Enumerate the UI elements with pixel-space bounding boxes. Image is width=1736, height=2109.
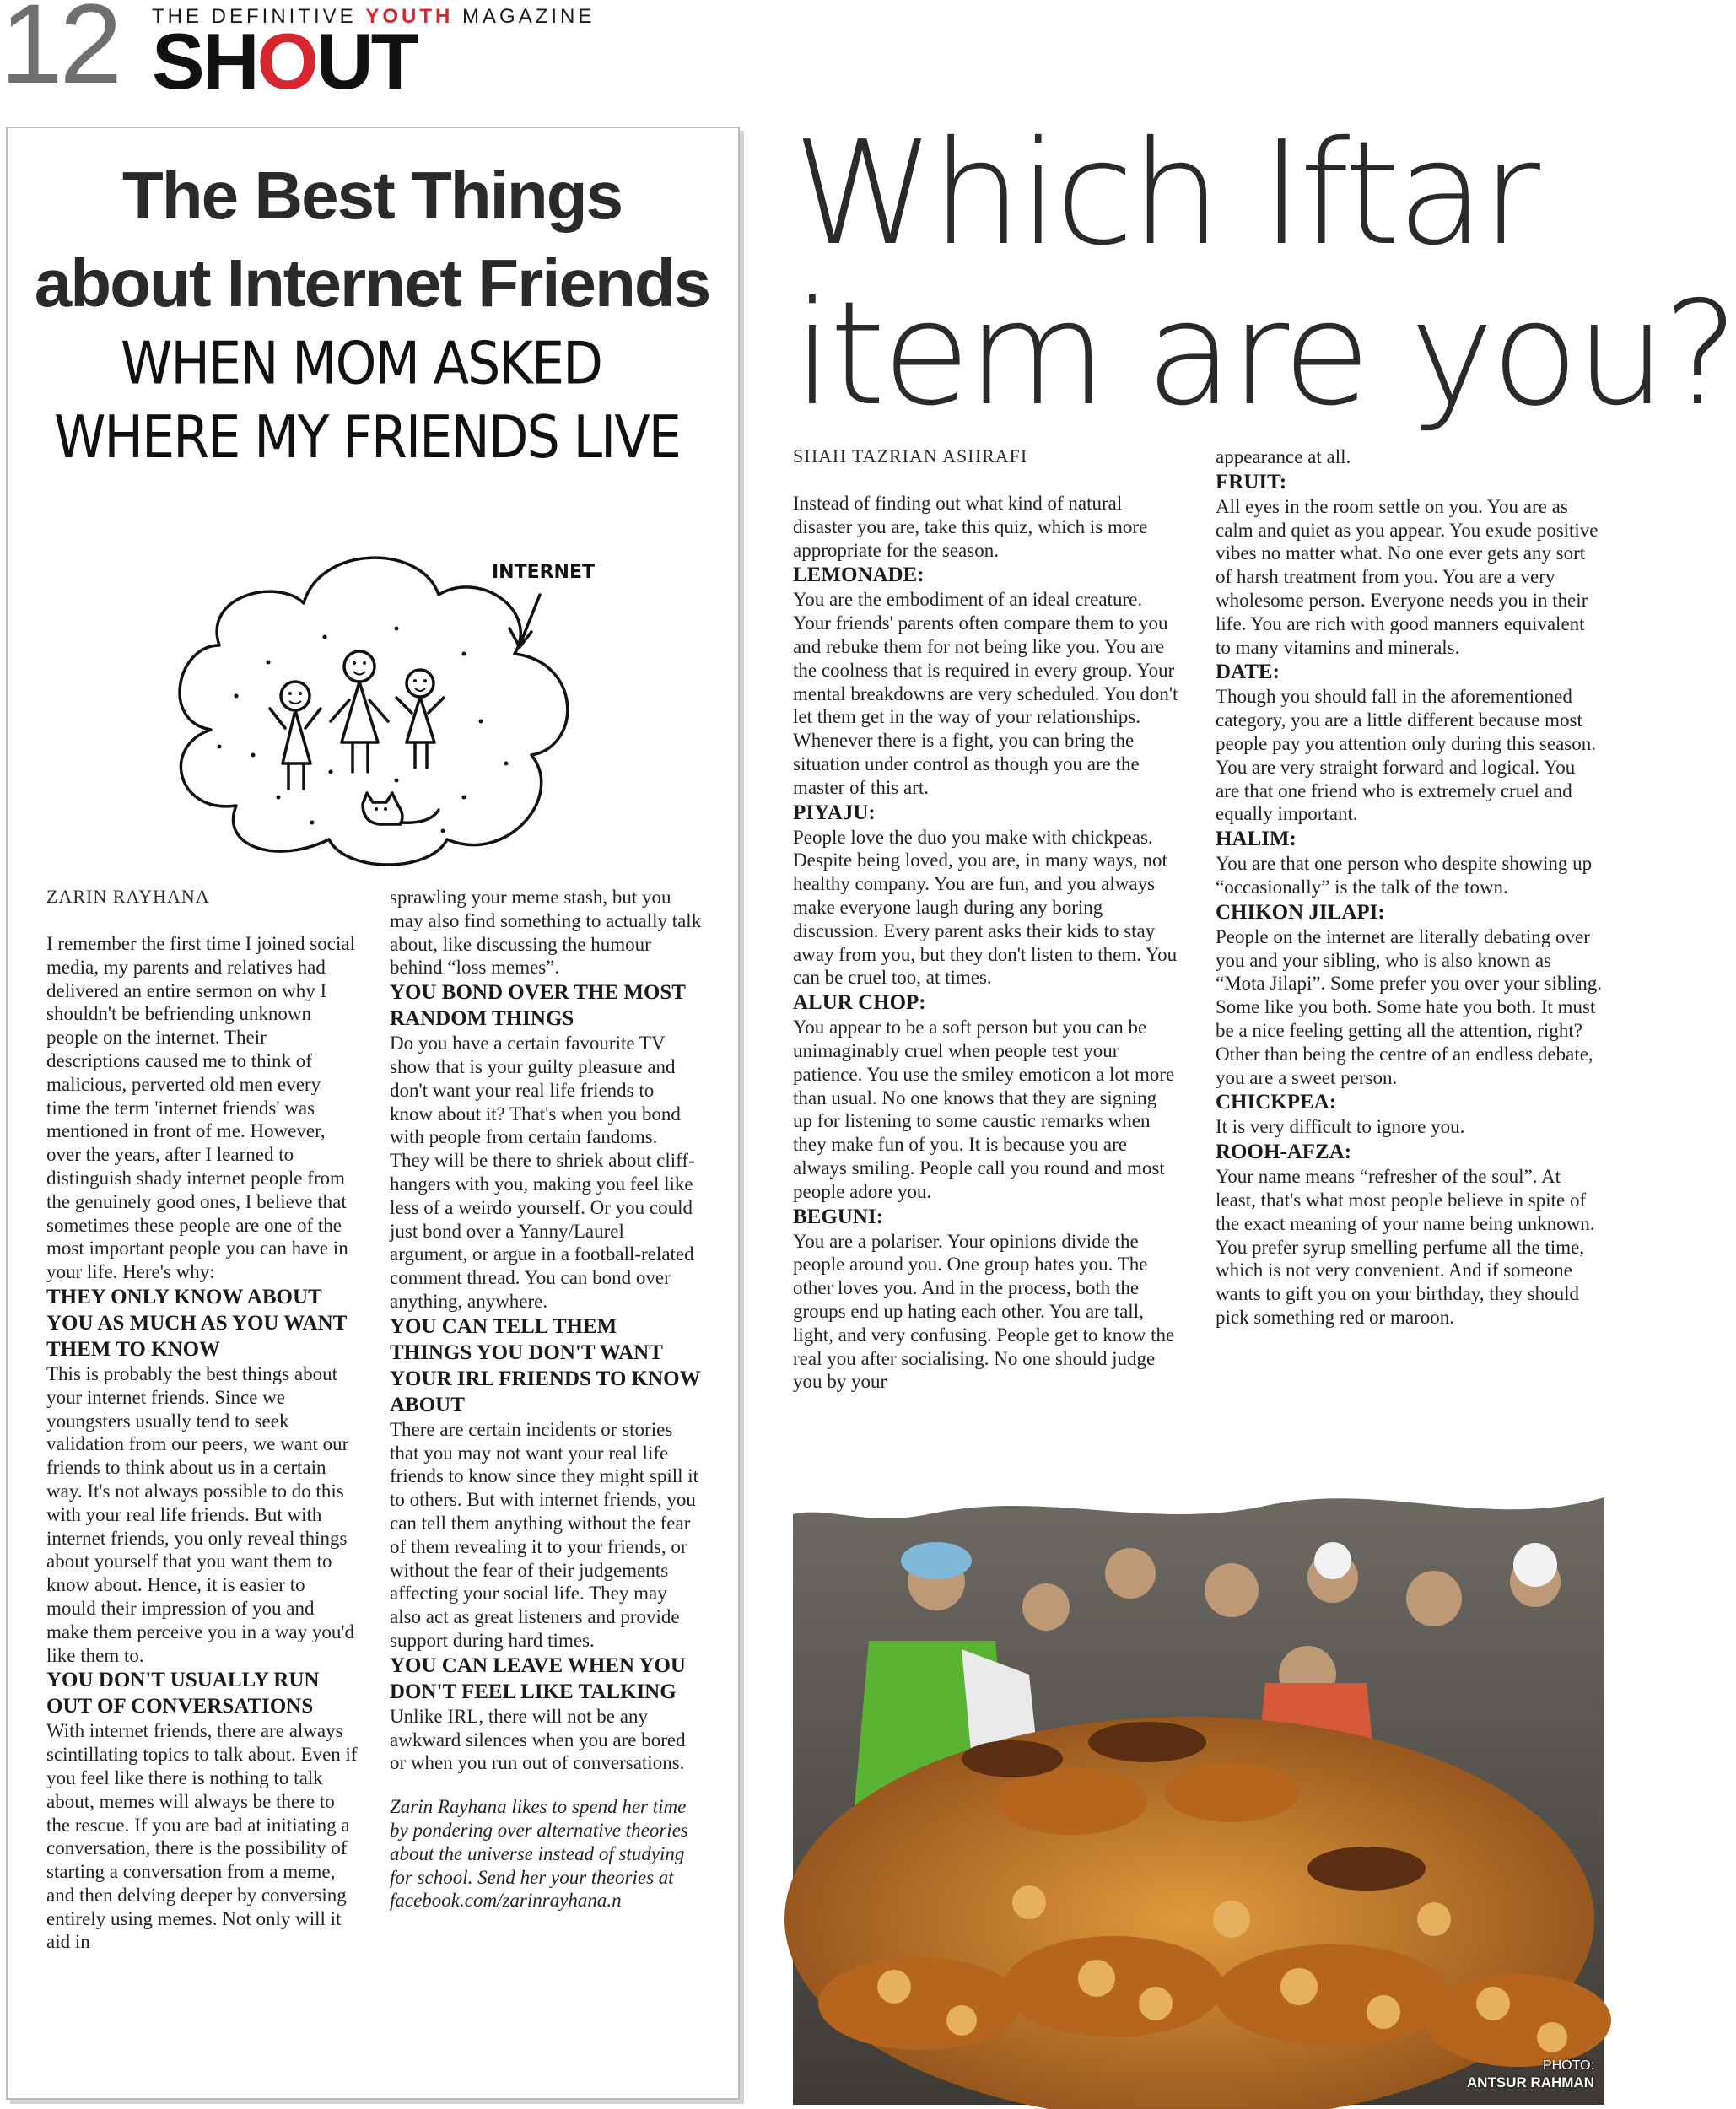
photo-credit (1467, 2058, 1594, 2091)
body-paragraph: You are a polariser. Your opinions divide the people around you. One group hates you. The other loves you. And in the process, both the groups end up hating each other. You are tall, light, and very confusing. People get to know the real you after socialising. No one should judge you by your (793, 1230, 1175, 1393)
right-article-byline: SHAH TAZRIAN ASHRAFI (793, 445, 1028, 467)
left-article-column-1 (46, 932, 359, 1954)
body-paragraph: With internet friends, there are always scintillating topics to talk about. Even if you feel like there is nothing to talk about, memes will always be there to the rescue. If you are bad at initiating a conversation, there is the possibility of starting a conversation from a meme, and then delving deeper by conversing entirely using memes. Not only will it aid in (46, 1720, 358, 1953)
right-article-column-1 (793, 492, 1179, 1394)
cat-doodle (363, 793, 439, 824)
section-heading: YOU BOND OVER THE MOST RANDOM THINGS (390, 981, 686, 1031)
stick-friend-right (396, 670, 444, 768)
cartoon-caption-line-2: WHERE MY FRIENDS LIVE (54, 402, 680, 472)
section-heading: CHIKON JILAPI: (1216, 900, 1385, 924)
photo-credit-name: ANTSUR RAHMAN (1466, 2074, 1594, 2090)
body-paragraph: Though you should fall in the aforementioned category, you are a little different because most people pay you attention only during this season. You are very straight forward and logical. You are that one friend who is extremely cruel and equally important. (1216, 686, 1596, 825)
section-heading: CHICKPEA: (1216, 1091, 1337, 1114)
section-heading: HALIM: (1216, 828, 1297, 851)
right-article-title (793, 111, 1736, 438)
section-heading: FRUIT: (1216, 470, 1287, 494)
author-bio: Zarin Rayhana likes to spend her time by pondering over alternative theories about the universe instead of studying for school. Send her your theories at facebook.com/zarinrayhana.n (390, 1796, 688, 1912)
body-paragraph: Your name means “refresher of the soul”. At least, that's what most people believe in spite of the exact meaning of your name being unknown. You prefer syrup smelling perfume all the time, which is not very convenient. And if someone wants to gift you on your birthday, they should pick something red or maroon. (1216, 1166, 1595, 1328)
brand-logo-b: UT (315, 17, 418, 105)
stick-friend-middle (331, 651, 388, 772)
page-number: 12 (0, 0, 120, 107)
section-heading: YOU DON'T USUALLY RUN OUT OF CONVERSATIONS (46, 1669, 320, 1718)
right-article-column-2 (1216, 445, 1604, 1330)
thought-cloud (180, 558, 568, 865)
left-article-byline: ZARIN RAYHANA (46, 886, 210, 907)
left-title-line-2: about Internet Friends (34, 245, 710, 321)
left-title-line-1: The Best Things (121, 158, 623, 233)
spacer (390, 1775, 702, 1795)
body-paragraph: There are certain incidents or stories that you may not want your real life friends to know since they might spill it to others. But with internet friends, you can tell them anything without the fear of them revealing it to your friends, or without the fear of their judgements affecting your social life. They may also act as great listeners and provide support during hard times. (390, 1418, 699, 1651)
right-title-line-1: Which Iftar (793, 111, 1538, 278)
body-paragraph: Do you have a certain favourite TV show that is your guilty pleasure and don't want your real life friends to know about it? That's when you bond with people from certain fandoms. They will be there to shriek about cliff-hangers with you, making you feel like less of a weirdo yourself. Or you could just bond over a Yanny/Laurel argument, or argue in a football-related comment thread. You can bond over anything, anywhere. (390, 1033, 695, 1312)
section-heading: YOU CAN TELL THEM THINGS YOU DON'T WANT YOUR IRL FRIENDS TO KNOW ABOUT (390, 1314, 701, 1416)
body-paragraph: This is probably the best things about your internet friends. Since we youngsters usually tend to seek validation from our peers, we want our friends to think about us in a certain way. It's not always possible to do this with your real life friends. But with internet friends, you only reveal things about yourself that you want them to know about. Hence, it is easier to mould their impression of you and make them perceive you in a way you'd like them to. (46, 1362, 354, 1666)
body-paragraph: You are the embodiment of an ideal creature. Your friends' parents often compare them to you and rebuke them for not being like you. You are the coolness that is required in every group. Your mental breakdowns are very scheduled. You don't let them get in the way of your relationships. Whenever there is a fight, you can bring the situation under control as though you are the master of this art. (793, 589, 1178, 798)
section-heading: YOU CAN LEAVE WHEN YOU DON'T FEEL LIKE TALKING (390, 1653, 686, 1703)
body-paragraph: Instead of finding out what kind of natural disaster you are, take this quiz, which is more appropriate for the season. (793, 493, 1148, 561)
brand-logo (152, 17, 418, 105)
body-paragraph: I remember the first time I joined social media, my parents and relatives had delivered an entire sermon on why I shouldn't be befriending unknown people on the internet. Their descriptions caused me to think of malicious, perverted old men every time the term 'internet friends' was mentioned in front of me. However, over the years, after I learned to distinguish shady internet people from the genuinely good ones, I believe that sometimes these people are one of the most important people you can have in your life. Here's why: (46, 933, 355, 1283)
iftar-photo-illustration (793, 1481, 1604, 2105)
body-paragraph: All eyes in the room settle on you. You are as calm and quiet as you appear. You exude positive vibes no matter what. No one ever gets any sort of harsh treatment from you. You are a very wholesome person. Everyone needs you in their life. You are rich with good manners equivalent to many vitamins and minerals. (1216, 495, 1599, 658)
tagline-highlight: YOUTH (365, 5, 454, 28)
photo-credit-label: PHOTO: (1542, 2058, 1594, 2073)
arrow-shaft (520, 595, 540, 645)
brand-logo-o: O (256, 17, 316, 105)
right-title-line-2: item are you? (793, 271, 1736, 438)
section-heading: THEY ONLY KNOW ABOUT YOU AS MUCH AS YOU WANT THEM TO KNOW (46, 1285, 347, 1361)
section-heading: PIYAJU: (793, 801, 876, 824)
body-paragraph: You appear to be a soft person but you can be unimaginably cruel when people test your patience. You use the smiley emoticon a lot more than usual. No one knows that they are signing up for listening to some caustic remarks when they make fun of you. It is because you are always smiling. People call you round and most people adore you. (793, 1017, 1175, 1202)
iftar-market-photo (793, 1481, 1604, 2105)
body-paragraph: Unlike IRL, there will not be any awkward silences when you are bored or when you run out of conversations. (390, 1705, 686, 1774)
body-paragraph: You are that one person who despite showing up “occasionally” is the talk of the town. (1216, 853, 1593, 898)
body-paragraph: appearance at all. (1216, 446, 1351, 467)
tagline-post: MAGAZINE (462, 5, 596, 28)
cartoon-caption-line-1: WHEN MOM ASKED (121, 329, 601, 398)
brand-logo-a: SH (152, 17, 257, 105)
body-paragraph: sprawling your meme stash, but you may also find something to actually talk about, like discussing the humour behind “loss memes”. (390, 887, 702, 979)
left-article-column-2 (390, 886, 702, 1912)
tagline-pre: THE DEFINITIVE (152, 5, 357, 28)
body-paragraph: People on the internet are literally debating over you and your sibling, who is also known as “Mota Jilapi”. Some prefer you over your sibling. Some like you both. Some hate you both. It must be a nice feeling getting all the attention, right? Other than being the centre of an endless debate, you are a sweet person. (1216, 925, 1602, 1088)
internet-friends-cartoon (54, 325, 680, 865)
body-paragraph: It is very difficult to ignore you. (1216, 1116, 1465, 1138)
section-heading: LEMONADE: (793, 564, 925, 587)
cartoon-internet-label: INTERNET (491, 562, 596, 583)
stick-friend-left (270, 682, 321, 789)
section-heading: DATE: (1216, 661, 1280, 684)
body-paragraph: People love the duo you make with chickpeas. Despite being loved, you are, in many ways, not healthy company. You are fun, and you always make everyone laugh during any boring discussion. Every parent asks their kids to stay away from you, but they don't listen to them. You can be cruel too, at times. (793, 826, 1178, 989)
section-heading: ALUR CHOP: (793, 991, 926, 1015)
section-heading: BEGUNI: (793, 1205, 883, 1228)
section-heading: ROOH-AFZA: (1216, 1141, 1352, 1164)
left-article-title (17, 152, 727, 327)
